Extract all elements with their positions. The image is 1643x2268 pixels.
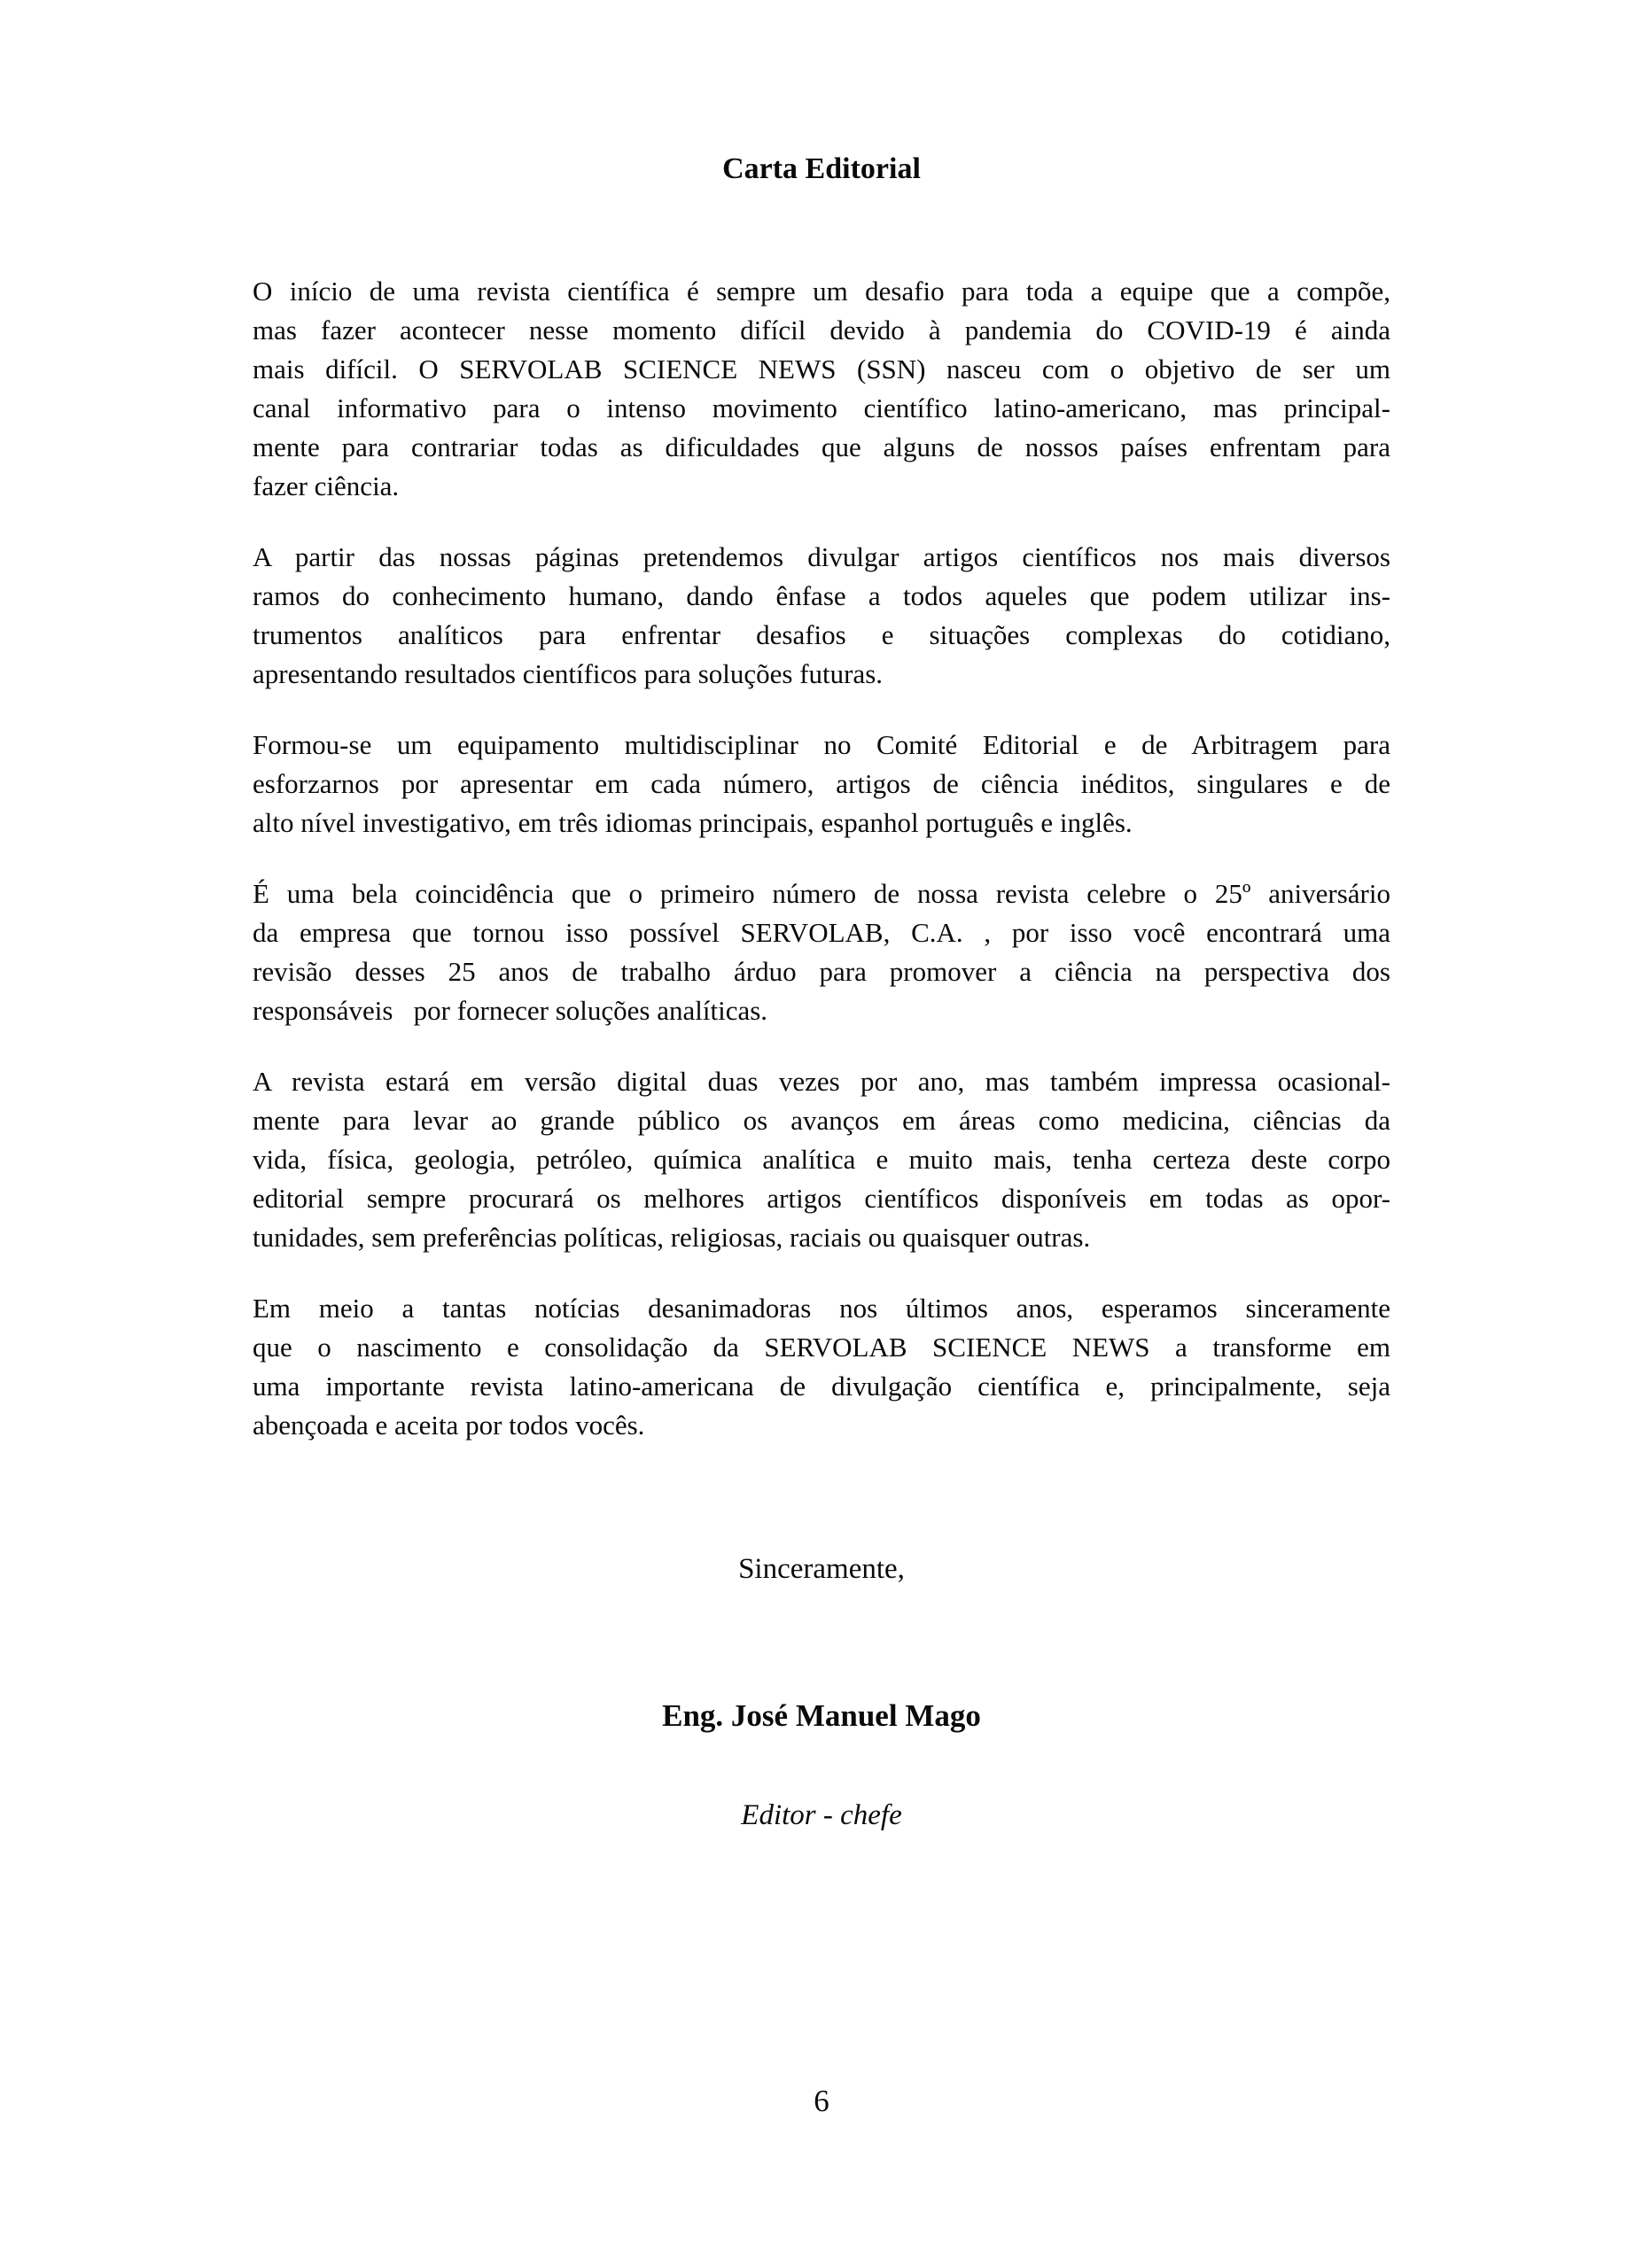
text-line: abençoada e aceita por todos vocês. [253,1410,645,1441]
page-number: 6 [814,2084,829,2118]
text-line: que o nascimento e consolidação da SERVOLAB SCIENCE NEWS a transforme em [253,1332,1390,1363]
text-line: editorial sempre procurará os melhores artigos científicos disponíveis em todas as opor- [253,1183,1390,1214]
text-line: É uma bela coincidência que o primeiro número de nossa revista celebre o 25º aniversário [253,878,1390,909]
text-line: mente para levar ao grande público os avanços em áreas como medicina, ciências da [253,1105,1390,1136]
text-line: esforzarnos por apresentar em cada número, artigos de ciência inéditos, singulares e de [253,768,1390,799]
text-line: revisão desses 25 anos de trabalho árduo para promover a ciência na perspectiva dos [253,956,1390,987]
paragraph [253,1062,1390,1257]
text-line: mente para contrariar todas as dificuldades que alguns de nossos países enfrentam para [253,431,1390,462]
paragraph [253,726,1390,843]
paragraph [253,272,1390,506]
page-title: Carta Editorial [722,152,921,185]
text-line: vida, física, geologia, petróleo, química analítica e muito mais, tenha certeza deste corpo [253,1144,1390,1175]
signature-name: Eng. José Manuel Mago [662,1698,981,1733]
text-line: trumentos analíticos para enfrentar desafios e situações complexas do cotidiano, [253,619,1390,650]
text-line: fazer ciência. [253,470,400,501]
text-line: responsáveis por fornecer soluções analíticas. [253,995,768,1026]
text-line: Formou-se um equipamento multidisciplinar no Comité Editorial e de Arbitragem para [253,729,1390,760]
closing-salutation: Sinceramente, [738,1553,905,1585]
text-line: Em meio a tantas notícias desanimadoras nos últimos anos, esperamos sinceramente [253,1293,1390,1324]
text-line: A partir das nossas páginas pretendemos divulgar artigos científicos nos mais diversos [253,541,1390,572]
text-line: uma importante revista latino-americana de divulgação científica e, principalmente, seja [253,1371,1390,1402]
text-line: da empresa que tornou isso possível SERVOLAB, C.A. , por isso você encontrará uma [253,917,1390,948]
letter-body [253,272,1390,1445]
text-line: mais difícil. O SERVOLAB SCIENCE NEWS (SSN) nasceu com o objetivo de ser um [253,353,1390,384]
paragraph [253,874,1390,1030]
paragraph [253,538,1390,694]
text-line: ramos do conhecimento humano, dando ênfase a todos aqueles que podem utilizar ins- [253,580,1390,611]
signature-role: Editor - chefe [741,1799,902,1831]
text-line: apresentando resultados científicos para soluções futuras. [253,658,884,689]
text-line: O início de uma revista científica é sempre um desafio para toda a equipe que a compõe, [253,276,1390,307]
text-line: tunidades, sem preferências políticas, religiosas, raciais ou quaisquer outras. [253,1222,1091,1253]
text-line: alto nível investigativo, em três idiomas principais, espanhol português e inglês. [253,807,1133,838]
text-line: canal informativo para o intenso movimento científico latino-americano, mas principal- [253,392,1390,423]
paragraph [253,1289,1390,1445]
text-line: mas fazer acontecer nesse momento difícil devido à pandemia do COVID-19 é ainda [253,315,1390,346]
text-line: A revista estará em versão digital duas vezes por ano, mas também impressa ocasional- [253,1066,1390,1097]
